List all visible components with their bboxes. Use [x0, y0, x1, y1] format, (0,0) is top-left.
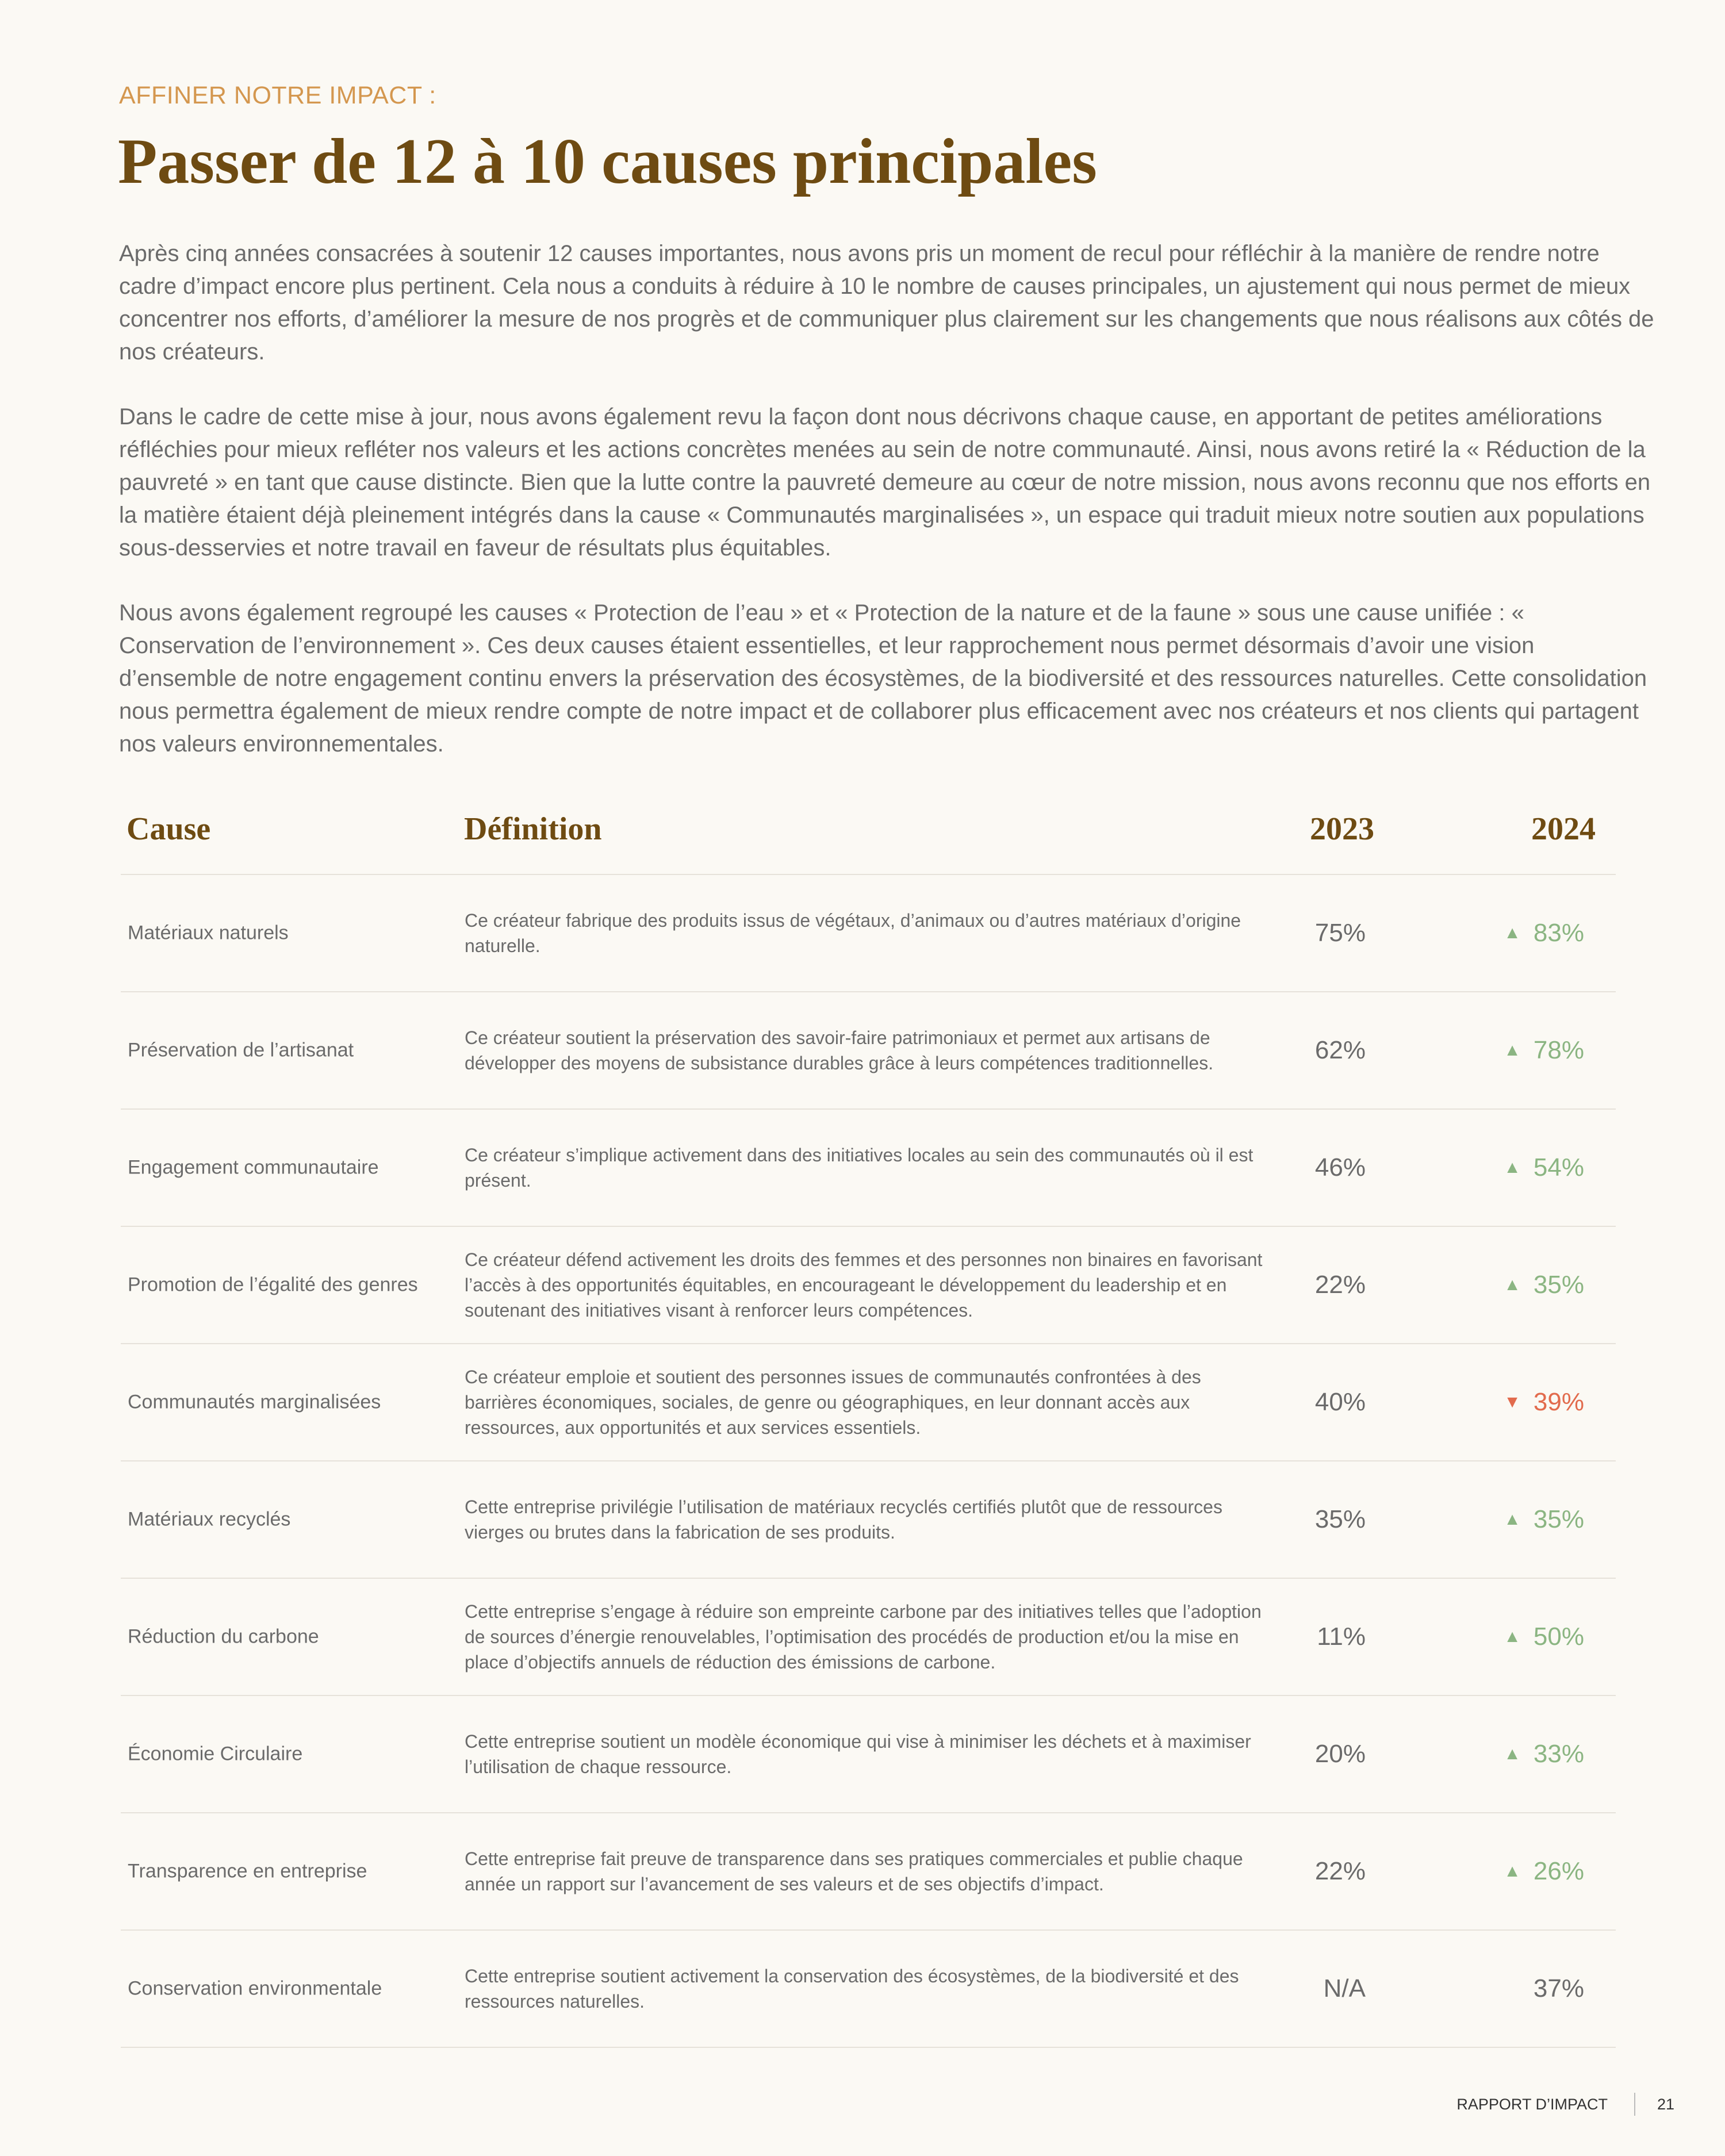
value-2024: [1504, 1622, 1584, 1651]
causes-table: [121, 793, 1616, 2048]
value-2024-text: 33%: [1533, 1740, 1584, 1768]
intro-text: [119, 237, 1657, 793]
trend-up-icon: ▲: [1504, 1275, 1521, 1294]
cause-name: Réduction du carbone: [128, 1625, 319, 1648]
value-2023: 40%: [1314, 1388, 1366, 1416]
table-row: [121, 1696, 1616, 1813]
value-2024-text: 54%: [1533, 1153, 1584, 1181]
cause-name: Promotion de l’égalité des genres: [128, 1273, 418, 1296]
value-2023: 22%: [1314, 1857, 1366, 1885]
trend-up-icon: ▲: [1504, 1862, 1521, 1881]
table-row: [121, 1227, 1616, 1344]
value-2024-text: 78%: [1533, 1036, 1584, 1064]
value-2024: [1504, 1271, 1584, 1299]
trend-up-icon: ▲: [1504, 923, 1521, 942]
page-number: 21: [1657, 2095, 1674, 2113]
trend-up-icon: ▲: [1504, 1510, 1521, 1529]
intro-paragraph: Dans le cadre de cette mise à jour, nous avons également revu la façon dont nous décrivons chaque cause, en apportant de petites améliorations réfléchies pour mieux refléter nos valeurs et les actions concrètes menées au sein de notre communauté. Ainsi, nous avons retiré la « Réduction de la pauvreté » en tant que cause distincte. Bien que la lutte contre la pauvreté demeure au cœur de notre mission, nous avons reconnu que nos efforts en la matière étaient déjà pleinement intégrés dans la cause « Communautés marginalisées », un espace qui traduit mieux notre soutien aux populations sous-desservies et notre travail en faveur de résultats plus équitables.: [119, 404, 1651, 561]
cause-definition: Ce créateur soutient la préservation des savoir-faire patrimoniaux et permet aux artisans de développer des moyens de subsistance durables grâce à leurs compétences traditionnelles.: [465, 1027, 1214, 1073]
value-2024: [1521, 1974, 1584, 2003]
intro-paragraph: Après cinq années consacrées à soutenir 12 causes importantes, nous avons pris un moment de recul pour réfléchir à la manière de rendre notre cadre d’impact encore plus pertinent. Cela nous a conduits à réduire à 10 le nombre de causes principales, un ajustement qui nous permet de mieux concentrer nos efforts, d’améliorer la mesure de nos progrès et de communiquer plus clairement sur les changements que nous réalisons aux côtés de nos créateurs.: [119, 241, 1654, 365]
cause-name: Communautés marginalisées: [128, 1391, 381, 1413]
value-2024-text: 37%: [1533, 1974, 1584, 2002]
page-footer: [1456, 2093, 1674, 2116]
value-2024: [1504, 919, 1584, 947]
value-2024: [1504, 1740, 1584, 1768]
cause-definition: Ce créateur emploie et soutient des personnes issues de communautés confrontées à des barrières économiques, sociales, de genre ou géographiques, en leur donnant accès aux ressources, aux opportunités et aux services essentiels.: [465, 1367, 1201, 1438]
value-2024-text: 83%: [1533, 919, 1584, 947]
cause-name: Transparence en entreprise: [128, 1860, 367, 1882]
cause-definition: Cette entreprise fait preuve de transparence dans ses pratiques commerciales et publie chaque année un rapport sur l’avancement de ses valeurs et de ses objectifs d’impact.: [465, 1848, 1243, 1894]
cause-name: Économie Circulaire: [128, 1743, 303, 1765]
table-body: [121, 875, 1616, 2048]
cause-definition: Cette entreprise soutient activement la conservation des écosystèmes, de la biodiversité et des ressources naturelles.: [465, 1966, 1239, 2012]
value-2023: N/A: [1323, 1974, 1366, 2002]
value-2024: [1504, 1388, 1584, 1417]
cause-name: Matériaux recyclés: [128, 1508, 291, 1530]
value-2024-text: 50%: [1533, 1622, 1584, 1651]
value-2023: 35%: [1314, 1505, 1366, 1533]
header-2024: 2024: [1531, 811, 1596, 847]
value-2023: 75%: [1314, 919, 1366, 947]
cause-definition: Cette entreprise s’engage à réduire son empreinte carbone par des initiatives telles que l’adoption de sources d’énergie renouvelables, l’optimisation des procédés de production et/ou la mise en place d’objectifs annuels de réduction des émissions de carbone.: [465, 1601, 1262, 1672]
table-row: [121, 875, 1616, 992]
header-definition: Définition: [464, 811, 602, 847]
cause-definition: Cette entreprise soutient un modèle économique qui vise à minimiser les déchets et à maximiser l’utilisation de chaque ressource.: [465, 1731, 1251, 1777]
trend-up-icon: ▲: [1504, 1041, 1521, 1060]
value-2024: [1504, 1153, 1584, 1182]
table-row: [121, 1344, 1616, 1461]
trend-down-icon: ▼: [1504, 1392, 1521, 1411]
intro-paragraph: Nous avons également regroupé les causes « Protection de l’eau » et « Protection de la nature et de la faune » sous une cause unifiée : « Conservation de l’environnement ». Ces deux causes étaient essentielles, et leur rapprochement nous permet désormais d’avoir une vision d’ensemble de notre engagement continu envers la préservation des écosystèmes, de la biodiversité et des ressources naturelles. Cette consolidation nous permettra également de mieux rendre compte de notre impact et de collaborer plus efficacement avec nos créateurs et nos clients qui partagent nos valeurs environnementales.: [119, 600, 1647, 757]
cause-name: Engagement communautaire: [128, 1156, 379, 1179]
header-2023: 2023: [1310, 811, 1374, 847]
table-header: [121, 793, 1616, 875]
section-eyebrow: AFFINER NOTRE IMPACT :: [119, 82, 436, 109]
cause-name: Matériaux naturels: [128, 922, 289, 944]
cause-name: Conservation environmentale: [128, 1977, 382, 2000]
page-title: Passer de 12 à 10 causes principales: [118, 126, 1097, 197]
trend-up-icon: ▲: [1504, 1158, 1521, 1177]
value-2024: [1504, 1505, 1584, 1534]
value-2023: 20%: [1314, 1740, 1366, 1768]
cause-definition: Ce créateur fabrique des produits issus de végétaux, d’animaux ou d’autres matériaux d’origine naturelle.: [465, 910, 1241, 956]
table-row: [121, 992, 1616, 1110]
trend-up-icon: ▲: [1504, 1744, 1521, 1763]
header-cause: Cause: [126, 811, 211, 847]
value-2024-text: 39%: [1533, 1388, 1584, 1416]
footer-label: RAPPORT D’IMPACT: [1456, 2095, 1608, 2113]
footer-divider: [1634, 2093, 1635, 2116]
table-row: [121, 1110, 1616, 1227]
cause-name: Préservation de l’artisanat: [128, 1039, 354, 1061]
value-2024-text: 35%: [1533, 1271, 1584, 1299]
table-row: [121, 1813, 1616, 1931]
value-2024-text: 35%: [1533, 1505, 1584, 1533]
value-2024: [1504, 1857, 1584, 1886]
value-2023: 11%: [1317, 1622, 1366, 1651]
cause-definition: Cette entreprise privilégie l’utilisation de matériaux recyclés certifiés plutôt que de ressources vierges ou brutes dans la fabrication de ses produits.: [465, 1497, 1222, 1543]
value-2023: 62%: [1314, 1036, 1366, 1064]
cause-definition: Ce créateur s’implique activement dans des initiatives locales au sein des communautés où il est présent.: [465, 1145, 1254, 1191]
table-row: [121, 1931, 1616, 2048]
value-2024-text: 26%: [1533, 1857, 1584, 1885]
trend-up-icon: ▲: [1504, 1627, 1521, 1646]
value-2023: 46%: [1314, 1153, 1366, 1181]
value-2023: 22%: [1314, 1271, 1366, 1299]
value-2024: [1504, 1036, 1584, 1065]
table-row: [121, 1461, 1616, 1579]
table-row: [121, 1579, 1616, 1696]
cause-definition: Ce créateur défend activement les droits des femmes et des personnes non binaires en favorisant l’accès à des opportunités équitables, en encourageant le développement du leadership et en soutenant des initiatives visant à renforcer leurs compétences.: [465, 1249, 1263, 1321]
